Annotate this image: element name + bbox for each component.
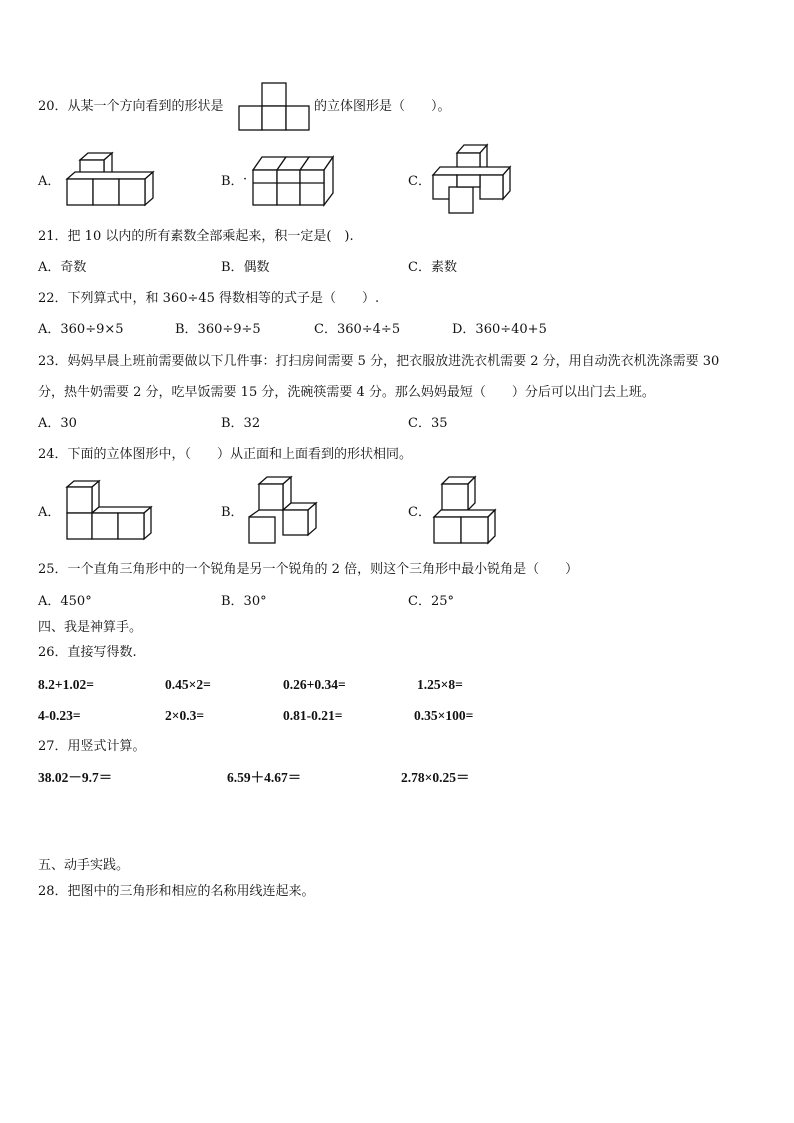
l-shaped-cube-stack-icon (66, 152, 156, 210)
q20-option-b-label[interactable]: B． (221, 174, 244, 189)
q23-option-b[interactable]: B．32 (221, 416, 261, 431)
three-square-t-shape-icon (238, 82, 312, 132)
q21-option-a[interactable]: A．奇数 (38, 260, 87, 275)
q24-stem: 24．下面的立体图形中，（ ）从正面和上面看到的形状相同。 (38, 447, 413, 462)
q28-stem: 28．把图中的三角形和相应的名称用线连起来。 (38, 884, 315, 899)
q26-stem: 26．直接写得数. (38, 645, 137, 660)
q27-item[interactable]: 2.78×0.25＝ (401, 770, 470, 785)
q24-option-b-label[interactable]: B． (221, 505, 244, 520)
q21-stem: 21．把 10 以内的所有素数全部乘起来，积一定是( ). (38, 229, 354, 244)
q26-item[interactable]: 0.45×2= (165, 677, 211, 692)
q20-stem-after: 的立体图形是（ ）。 (314, 99, 451, 114)
three-cubes-two-stacked-icon (250, 155, 336, 207)
cube-stack-offset-icon (433, 476, 499, 548)
q26-item[interactable]: 0.35×100= (414, 708, 474, 723)
q20-option-b-mark: · (243, 172, 248, 187)
q25-option-b[interactable]: B．30° (221, 594, 267, 609)
q26-item[interactable]: 1.25×8= (417, 677, 463, 692)
q25-stem: 25．一个直角三角形中的一个锐角是另一个锐角的 2 倍，则这个三角形中最小锐角是（ ） (38, 562, 579, 577)
q27-stem: 27．用竖式计算。 (38, 739, 146, 754)
q20-option-c-label[interactable]: C． (408, 174, 431, 189)
q26-item[interactable]: 0.26+0.34= (283, 677, 346, 692)
cube-stack-offset-icon (248, 476, 320, 546)
q26-item[interactable]: 2×0.3= (165, 708, 205, 723)
q24-option-c-label[interactable]: C． (408, 505, 431, 520)
q23-option-a[interactable]: A．30 (38, 416, 77, 431)
q22-option-b[interactable]: B．360÷9÷5 (175, 322, 261, 337)
q27-item[interactable]: 38.02－9.7＝ (38, 770, 113, 785)
q21-option-b[interactable]: B．偶数 (221, 260, 270, 275)
cross-shaped-cube-stack-icon (432, 144, 514, 216)
q23-option-c[interactable]: C．35 (408, 416, 448, 431)
q24-option-a-label[interactable]: A． (38, 505, 61, 520)
section-5-heading: 五、动手实践。 (38, 858, 130, 873)
q25-option-a[interactable]: A．450° (38, 594, 92, 609)
q22-option-a[interactable]: A．360÷9×5 (38, 322, 124, 337)
q26-item[interactable]: 4-0.23= (38, 708, 81, 723)
q20-stem-before: 20．从某一个方向看到的形状是 (38, 99, 224, 114)
q26-item[interactable]: 0.81-0.21= (283, 708, 343, 723)
q26-item[interactable]: 8.2+1.02= (38, 677, 94, 692)
q20-option-a-label[interactable]: A． (38, 174, 61, 189)
l-shaped-cube-stack-icon (66, 480, 154, 542)
q25-option-c[interactable]: C．25° (408, 594, 454, 609)
q22-option-d[interactable]: D．360÷40+5 (452, 322, 547, 337)
section-4-heading: 四、我是神算手。 (38, 620, 143, 635)
q23-stem-line1: 23．妈妈早晨上班前需要做以下几件事：打扫房间需要 5 分，把衣服放进洗衣机需要 2 分，用自动洗衣机洗涤需要 30 (38, 354, 720, 369)
q21-option-c[interactable]: C．素数 (408, 260, 457, 275)
q27-item[interactable]: 6.59＋4.67＝ (227, 770, 302, 785)
q22-stem: 22．下列算式中，和 360÷45 得数相等的式子是（ ）. (38, 291, 380, 306)
q22-option-c[interactable]: C．360÷4÷5 (314, 322, 401, 337)
q23-stem-line2: 分，热牛奶需要 2 分，吃早饭需要 15 分，洗碗筷需要 4 分。那么妈妈最短（ ）分后可以出门去上班。 (38, 385, 655, 400)
